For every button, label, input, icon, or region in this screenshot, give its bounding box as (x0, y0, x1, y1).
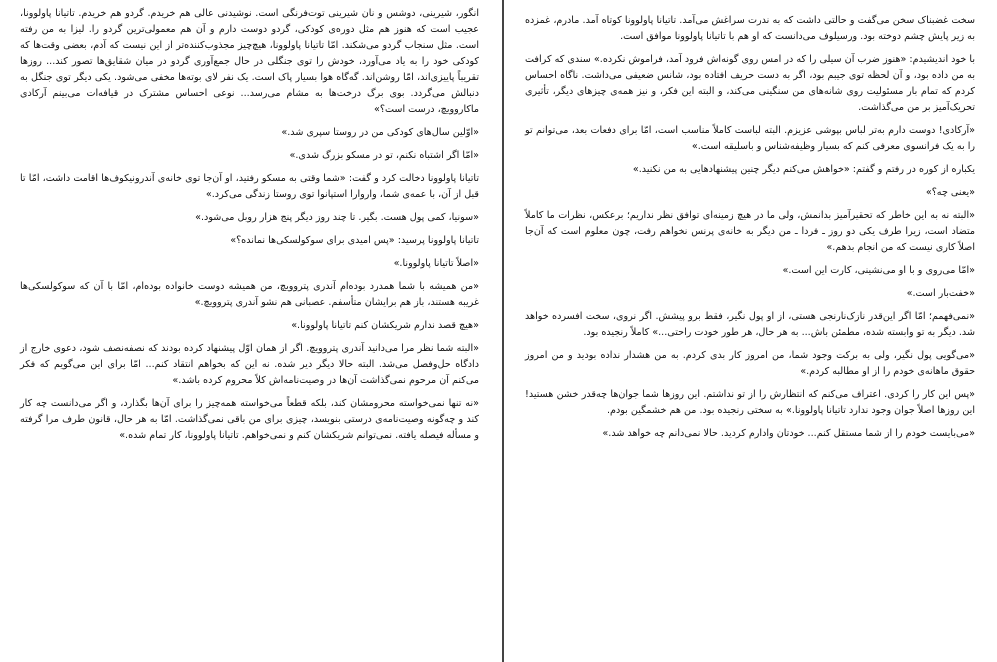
right-paragraph-7: «امّا می‌روی و با او می‌نشینی، کارت این است.» (782, 265, 975, 276)
right-paragraph-1: سخت غضبناک سخن می‌گفت و حالتی داشت که به ندرت سراغش می‌آمد. تاتیانا پاولوونا کوتاه آمد. مادرم، غمزده به زیر پایش چشم دوخته بود. ورسیلوف می‌دانست که او هم با تاتیانا پاولوونا موافق است. (525, 15, 975, 42)
right-paragraph-8: «خفت‌بار است.» (906, 288, 975, 299)
left-paragraph-5: «سونیا، کمی پول هست. بگیر. تا چند روز دیگر پنج هزار روبل می‌شود.» (195, 212, 479, 223)
right-paragraph-3: «آرکادی! دوست دارم به‌تر لباس بپوشی عزیزم. البته لباست کاملاً مناسب است، امّا برای دفعات بعد، می‌توانم تو را به یک فرانسوی معرفی کنم که بسیار وظیفه‌شناس و باسلیقه است.» (525, 125, 975, 152)
left-paragraph-4: تاتیانا پاولوونا دخالت کرد و گفت: «شما وقتی به مسکو رفتید، او آن‌جا توی خانه‌ی آندرونیکوف‌ها اقامت داشت، امّا تا قبل از آن، با عمه‌ی شما، واروارا استپانوا توی روستا زندگی می‌کرد.» (20, 173, 479, 200)
left-paragraph-1: انگور، شیرینی، دوشس و نان شیرینی توت‌فرنگی است. نوشیدنی عالی هم خریدم. گردو هم خریدم. تاتیانا پاولوونا، عجیب است که هنوز هم مثل دوره‌ی کودکی، گردو دوست دارم و آن هم معمولی‌ترین گردو را. لیزا به من رفته است. مثل سنجاب گردو می‌شکند. امّا تاتیانا پاولوونا، هیچ‌چیز مجذوب‌کننده‌تر از این نیست که آدم، بعضی وقت‌ها که کودکی خود را به یاد می‌آورد، خودش را توی جنگلی در حال جمع‌آوری گردو در میان شقایق‌ها تصور کند... روزها تقریباً پاییزی‌اند، امّا روشن‌اند. گه‌گاه هوا بسیار پاک است. یک نفر لای بوته‌ها مخفی می‌شود. یکی دیگر توی جنگل به دنبالش می‌گردد. بوی برگ درخت‌ها به مشام می‌رسد... نوعی احساس مشترک در قیافه‌ات می‌بینم آرکادی ماکاروویچ، درست است؟» (20, 8, 479, 115)
right-paragraph-4: یکباره از کوره در رفتم و گفتم: «خواهش می‌کنم دیگر چنین پیشنهادهایی به من نکنید.» (632, 164, 975, 175)
right-paragraph-6: «البته نه به این خاطر که تحقیرآمیز بدانمش، ولی ما در هیچ زمینه‌ای توافق نظر نداریم؛ برعکس، نظرات ما کاملاً متضاد است، زیرا طرف یکی دو روز ـ فردا ـ من دیگر به خانه‌ی پرنس نخواهم رفت، چون معلوم است که آن‌جا اصلاً کاری نیست که من انجام بدهم.» (525, 210, 975, 253)
right-paragraph-2: با خود اندیشیدم: «هنوز ضرب آن سیلی را که در امس روی گونه‌اش فرود آمد، فراموش نکرده.» سندی که کرافت به من داده بود، و آن لحظه توی جیبم بود، اگر به دست حریف افتاده بود، شانس ضعیفی می‌داشت. ناگاه احساس کردم که تمام بار مسئولیت روی شانه‌های من سنگینی می‌کند، و البته این فکر، و نیز همه‌ی چیزهای دیگر، تأثیری تحریک‌آمیز بر من می‌گذاشت. (525, 54, 975, 113)
left-paragraph-8: «من همیشه با شما همدرد بوده‌ام آندری پتروویچ، من همیشه دوست خانواده بوده‌ام، امّا با آن که سوکولسکی‌ها غریبه هستند، باز هم برایشان متأسفم. عصبانی هم نشو آندری پتروویچ.» (20, 281, 479, 308)
left-paragraph-11: «نه تنها نمی‌خواسته محرومشان کند، بلکه قطعاً می‌خواسته همه‌چیز را برای آن‌ها بگذارد، و اگر می‌دانست چه کار کند و چه‌گونه وصیت‌نامه‌ی درستی بنویسد، چیزی برای من باقی نمی‌گذاشت. امّا به هر حال، قانون طرف مرا گرفته و مسأله فیصله یافته. نمی‌توانم شریکشان کنم و نمی‌خواهم. تاتیانا پاولوونا، کار تمام شده.» (20, 398, 479, 441)
left-paragraph-7: «اصلاً تاتیانا پاولوونا.» (393, 258, 479, 269)
right-page (507, 0, 997, 662)
right-paragraph-9: «نمی‌فهمم؛ امّا اگر این‌قدر نازک‌نارنجی هستی، از او پول نگیر، فقط برو پیشش. اگر نروی، سخت افسرده خواهد شد. دیگر به تو وابسته شده، مطمئن باش... به هر حال، هر طور خودت راحتی...» کاملاً رنجیده بود. (525, 311, 975, 338)
page-divider (502, 0, 504, 662)
right-paragraph-10: «می‌گویی پول نگیر، ولی به برکت وجود شما، من امروز کار بدی کردم. به من هشدار نداده بودید و من امروز حقوق ماهانه‌ی خودم را از او مطالبه کردم.» (525, 350, 975, 377)
right-paragraph-11: «پس این کار را کردی. اعتراف می‌کنم که انتظارش را از تو نداشتم. این روزها شما جوان‌ها چه‌قدر خشن هستید! این روزها اصلاً جوان وجود ندارد تاتیانا پاولوونا.» به سختی رنجیده بود. من هم خشمگین بودم. (525, 389, 975, 416)
left-page (0, 0, 497, 662)
left-paragraph-10: «البته شما نظر مرا می‌دانید آندری پتروویچ. اگر از همان اوّل پیشنهاد کرده بودند که نصفه‌نصف شود، دعوی خارج از دادگاه حل‌وفصل می‌شد. البته حالا دیگر دیر شده. نه این که بخواهم انتقاد کنم... امّا برای این می‌گویم که فکر می‌کنم آن مرحوم نمی‌گذاشت آن‌ها در وصیت‌نامه‌اش کلاً محروم کرده باشد.» (20, 343, 479, 386)
right-paragraph-12: «می‌بایست خودم را از شما مستقل کنم... خودتان وادارم کردید. حالا نمی‌دانم چه خواهد شد.» (602, 428, 975, 439)
right-paragraph-5: «یعنی چه؟» (925, 187, 975, 198)
left-paragraph-6: تاتیانا پاولوونا پرسید: «پس امیدی برای سوکولسکی‌ها نمانده؟» (230, 235, 479, 246)
left-paragraph-3: «امّا اگر اشتباه نکنم، تو در مسکو بزرگ شدی.» (289, 150, 479, 161)
left-paragraph-2: «اوّلین سال‌های کودکی من در روستا سپری شد.» (281, 127, 479, 138)
left-paragraph-9: «هیچ قصد ندارم شریکشان کنم تاتیانا پاولوونا.» (291, 320, 479, 331)
